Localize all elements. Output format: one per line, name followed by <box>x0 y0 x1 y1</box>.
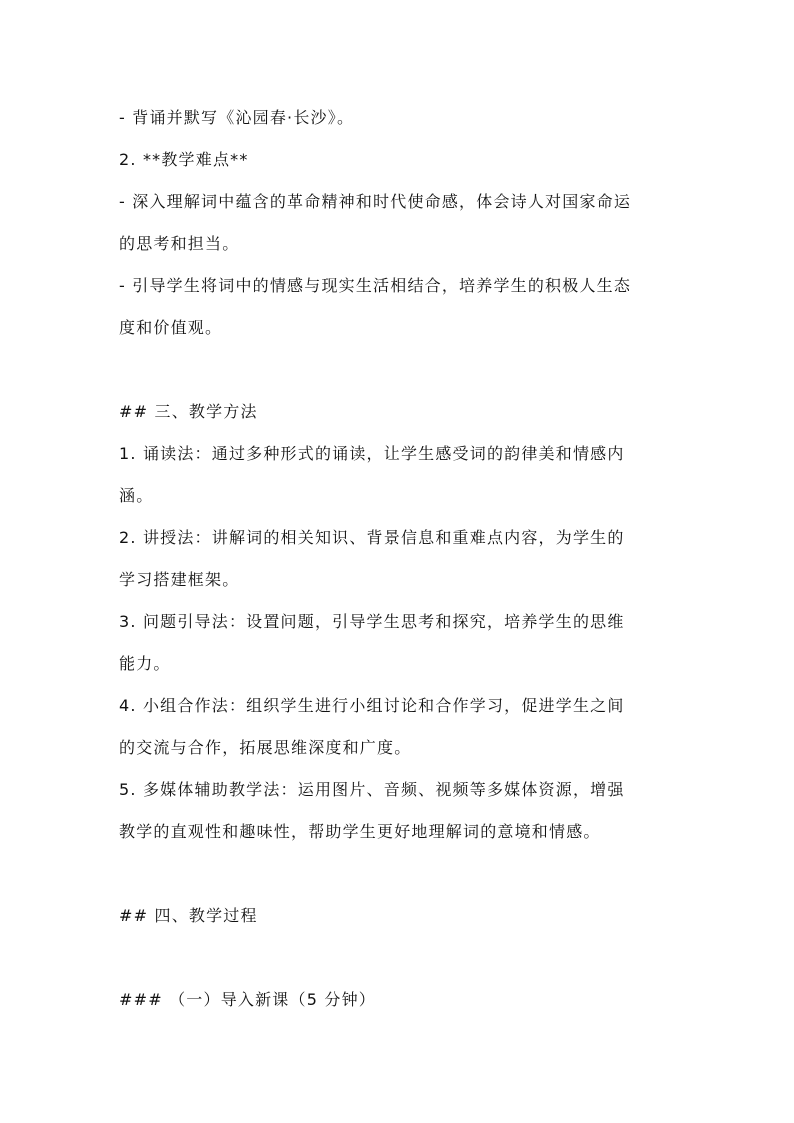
bullet-recite: - 背诵并默写《沁园春·长沙》。 <box>119 108 355 127</box>
method-3-line-1: 3. 问题引导法：设置问题，引导学生思考和探究，培养学生的思维 <box>119 612 625 631</box>
method-4-line-1: 4. 小组合作法：组织学生进行小组讨论和合作学习，促进学生之间 <box>119 696 625 715</box>
difficulty-item-1-line-1: - 深入理解词中蕴含的革命精神和时代使命感，体会诗人对国家命运 <box>119 192 632 211</box>
difficulty-heading: 2. **教学难点** <box>119 150 249 169</box>
difficulty-item-2-line-1: - 引导学生将词中的情感与现实生活相结合，培养学生的积极人生态 <box>119 276 632 295</box>
method-4-line-2: 的交流与合作，拓展思维深度和广度。 <box>119 738 412 757</box>
method-1-line-2: 涵。 <box>119 486 154 505</box>
difficulty-item-2-line-2: 度和价值观。 <box>119 318 223 337</box>
method-1-line-1: 1. 诵读法：通过多种形式的诵读，让学生感受词的韵律美和情感内 <box>119 444 625 463</box>
subsection-heading-intro: ### （一）导入新课（5 分钟） <box>119 990 376 1009</box>
method-5-line-2: 教学的直观性和趣味性，帮助学生更好地理解词的意境和情感。 <box>119 822 601 841</box>
method-2-line-1: 2. 讲授法：讲解词的相关知识、背景信息和重难点内容，为学生的 <box>119 528 625 547</box>
section-heading-methods: ## 三、教学方法 <box>119 402 258 421</box>
section-heading-process: ## 四、教学过程 <box>119 906 258 925</box>
method-3-line-2: 能力。 <box>119 654 171 673</box>
method-2-line-2: 学习搭建框架。 <box>119 570 240 589</box>
difficulty-item-1-line-2: 的思考和担当。 <box>119 234 240 253</box>
method-5-line-1: 5. 多媒体辅助教学法：运用图片、音频、视频等多媒体资源，增强 <box>119 780 625 799</box>
